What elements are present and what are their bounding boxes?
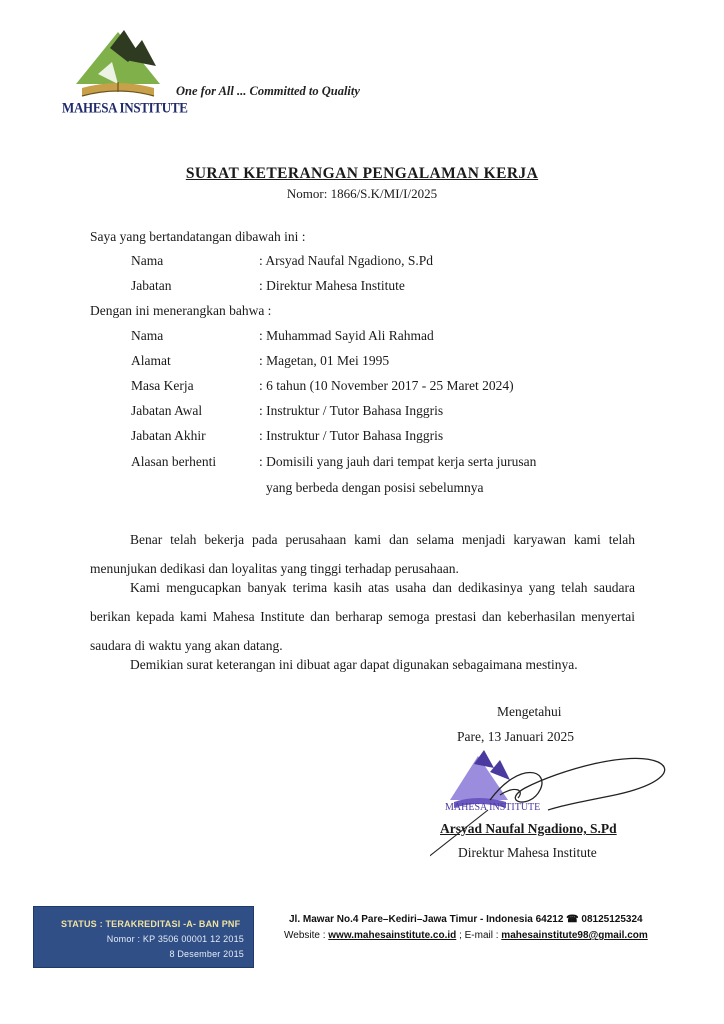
field-value: : Arsyad Naufal Ngadiono, S.Pd (259, 253, 433, 268)
institution-name: MAHESA INSTITUTE (62, 98, 188, 117)
field-label: Jabatan (131, 278, 172, 293)
intro-employee: Dengan ini menerangkan bahwa : (90, 303, 272, 318)
field-value-continuation: yang berbeda dengan posisi sebelumnya (266, 480, 484, 495)
field-label: Alasan berhenti (131, 454, 217, 469)
letter-title: SURAT KETERANGAN PENGALAMAN KERJA (185, 165, 539, 182)
website-label: Website : (284, 930, 326, 941)
footer-contact (284, 930, 648, 941)
intro-signer: Saya yang bertandatangan dibawah ini : (90, 229, 306, 244)
field-value: : Muhammad Sayid Ali Rahmad (259, 328, 434, 343)
email-label: ; E-mail : (459, 930, 499, 941)
footer-address: Jl. Mawar No.4 Pare–Kediri–Jawa Timur - Indonesia 64212 ☎ 08125125324 (289, 914, 643, 925)
field-label: Alamat (131, 353, 171, 368)
place-date: Pare, 13 Januari 2025 (457, 729, 574, 744)
field-label: Nama (131, 253, 164, 268)
website-link[interactable]: www.mahesainstitute.co.id (328, 930, 457, 941)
paragraph: Benar telah bekerja pada perusahaan kami dan selama menjadi karyawan kami telah menunjukan dedikasi dan loyalitas yang tinggi terhadap perusahaan. (90, 532, 635, 576)
paragraph: Kami mengucapkan banyak terima kasih atas usaha dan dedikasinya yang telah saudara berikan kepada kami Mahesa Institute dan berharap semoga prestasi dan keberhasilan menyertai saudara di waktu yang akan datang. (90, 580, 635, 653)
field-value: : Instruktur / Tutor Bahasa Inggris (259, 403, 444, 418)
signer-name: Arsyad Naufal Ngadiono, S.Pd (440, 821, 617, 836)
field-label: Nama (131, 328, 164, 343)
field-label: Masa Kerja (131, 378, 194, 393)
accreditation-number: Nomor : KP 3506 00001 12 2015 (106, 934, 244, 944)
accreditation-status: STATUS : TERAKREDITASI -A- BAN PNF (61, 919, 241, 929)
acknowledged-label: Mengetahui (497, 704, 562, 719)
email-link[interactable]: mahesainstitute98@gmail.com (501, 930, 648, 941)
accreditation-date: 8 Desember 2015 (169, 949, 244, 959)
accreditation-badge (33, 906, 254, 968)
tagline: One for All ... Committed to Quality (176, 84, 360, 98)
field-value: : 6 tahun (10 November 2017 - 25 Maret 2024) (259, 378, 514, 393)
letter-number: Nomor: 1866/S.K/MI/I/2025 (286, 186, 438, 201)
field-value: : Direktur Mahesa Institute (259, 278, 405, 293)
stamp-text: MAHESA INSTITUTE (445, 802, 541, 813)
field-label: Jabatan Akhir (131, 428, 206, 443)
field-value: : Domisili yang jauh dari tempat kerja serta jurusan (259, 454, 537, 469)
signer-position: Direktur Mahesa Institute (458, 845, 597, 860)
field-value: : Magetan, 01 Mei 1995 (259, 353, 390, 368)
paragraph: Demikian surat keterangan ini dibuat agar dapat digunakan sebagaimana mestinya. (130, 657, 578, 672)
field-value: : Instruktur / Tutor Bahasa Inggris (259, 428, 444, 443)
field-label: Jabatan Awal (131, 403, 203, 418)
